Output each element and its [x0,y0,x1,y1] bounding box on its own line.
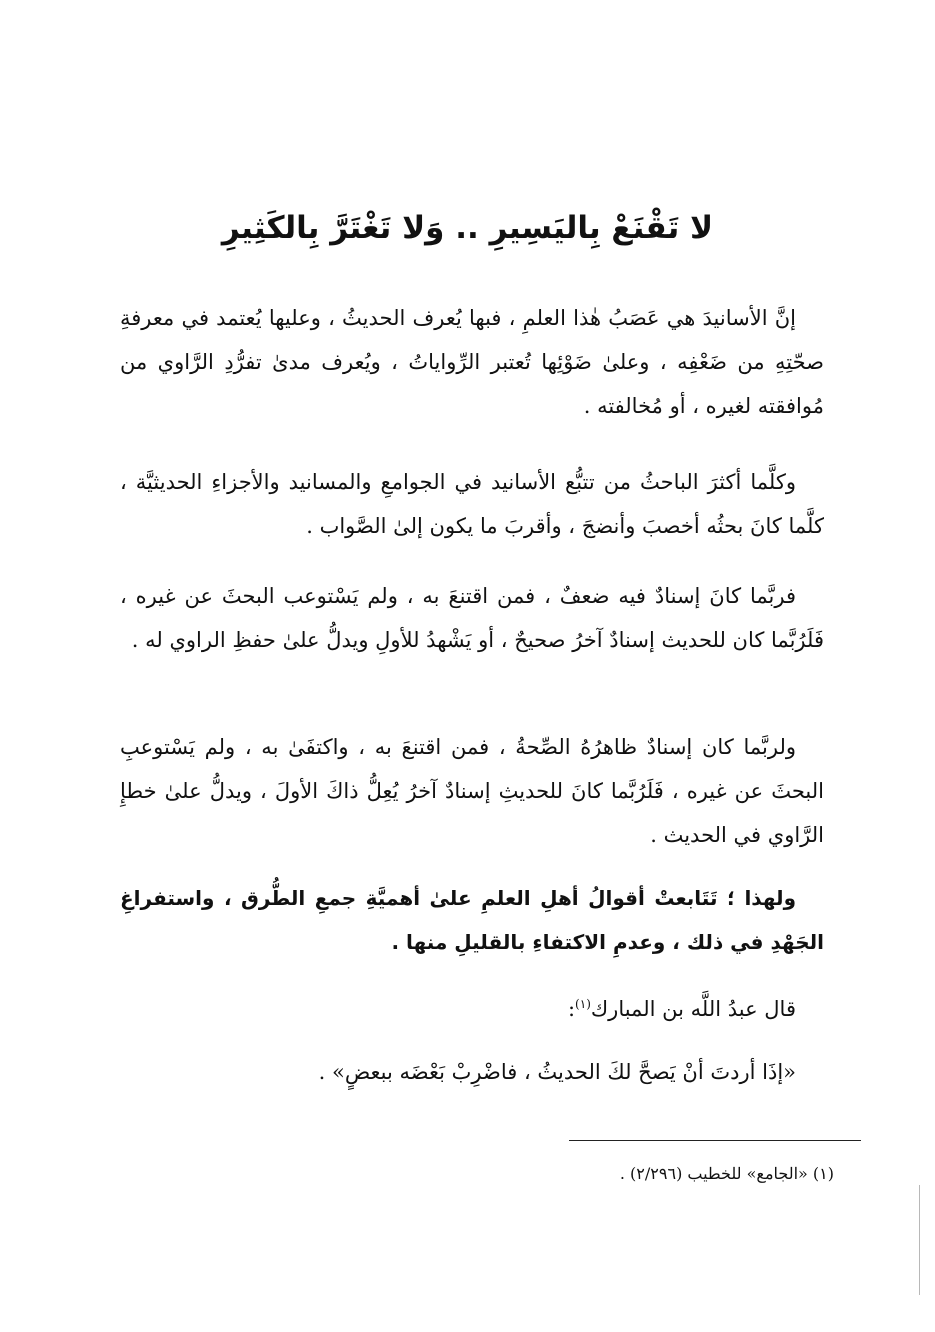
paragraph-isnad-importance: إنَّ الأسانيدَ هي عَصَبُ هٰذا العلمِ ، فبها يُعرف الحديثُ ، وعليها يُعتمد في معرفةِ صحّتِهِ من ضَعْفِه ، وعلىٰ ضَوْئِها تُعتبر الرِّواياتُ ، ويُعرف مدىٰ تفرُّدِ الرَّاوي من مُوافقته لغيره ، أو مُخالفته . [120,306,824,418]
quote-attribution [120,982,796,1031]
paragraph-sound-isnad: ولربَّما كان إسنادٌ ظاهرُهُ الصِّحةُ ، فمن اقتنعَ به ، واكتفَىٰ به ، ولم يَسْتوعبِ البحثَ عن غيره ، فَلَرُبَّما كانَ للحديثِ إسنادٌ آخرُ يُعِلُّ ذاكَ الأولَ ، ويدلُّ علىٰ خطإِ الرَّاوي في الحديث . [120,735,824,847]
quote-attribution-text: قال عبدُ اللَّه بن المبارك [590,997,796,1021]
footnote-divider [569,1140,861,1141]
paragraph-researcher: وكلَّما أكثرَ الباحثُ من تتبُّع الأسانيد في الجوامعِ والمسانيد والأجزاءِ الحديثيَّة ، كلَّما كانَ بحثُه أخصبَ وأنضجَ ، وأقربَ ما يكون إلىٰ الصَّواب . [120,470,824,538]
paragraph-weak-isnad: فربَّما كانَ إسنادٌ فيه ضعفٌ ، فمن اقتنعَ به ، ولم يَسْتوعب البحثَ عن غيره ، فَلَرُبَّما كان للحديث إسنادٌ آخرُ صحيحٌ ، أو يَشْهدُ للأولِ ويدلُّ علىٰ حفظِ الراوي له . [120,584,824,652]
quote-text: «إذَا أردتَ أنْ يَصحَّ لكَ الحديثُ ، فاضْرِبْ بَعْضَه ببعضٍ» . [318,1060,796,1084]
page-title: لا تَقْنَعْ بِاليَسِيرِ .. وَلا تَغْتَرَّ بِالكَثِيرِ [221,210,714,246]
scan-edge-line [919,1185,920,1295]
footnote: (١) «الجامع» للخطيب (٢/٢٩٦) . [619,1164,834,1183]
footnote-marker: (١) [575,997,591,1011]
paragraph-scholars-emphasis: ولهذا ؛ تَتَابعتْ أقوالُ أهلِ العلمِ علىٰ أهميَّةِ جمعِ الطُّرق ، واستفراغِ الجَهْدِ في ذلك ، وعدمِ الاكتفاءِ بالقليلِ منها . [120,886,824,954]
quote-attribution-colon: : [567,997,576,1021]
